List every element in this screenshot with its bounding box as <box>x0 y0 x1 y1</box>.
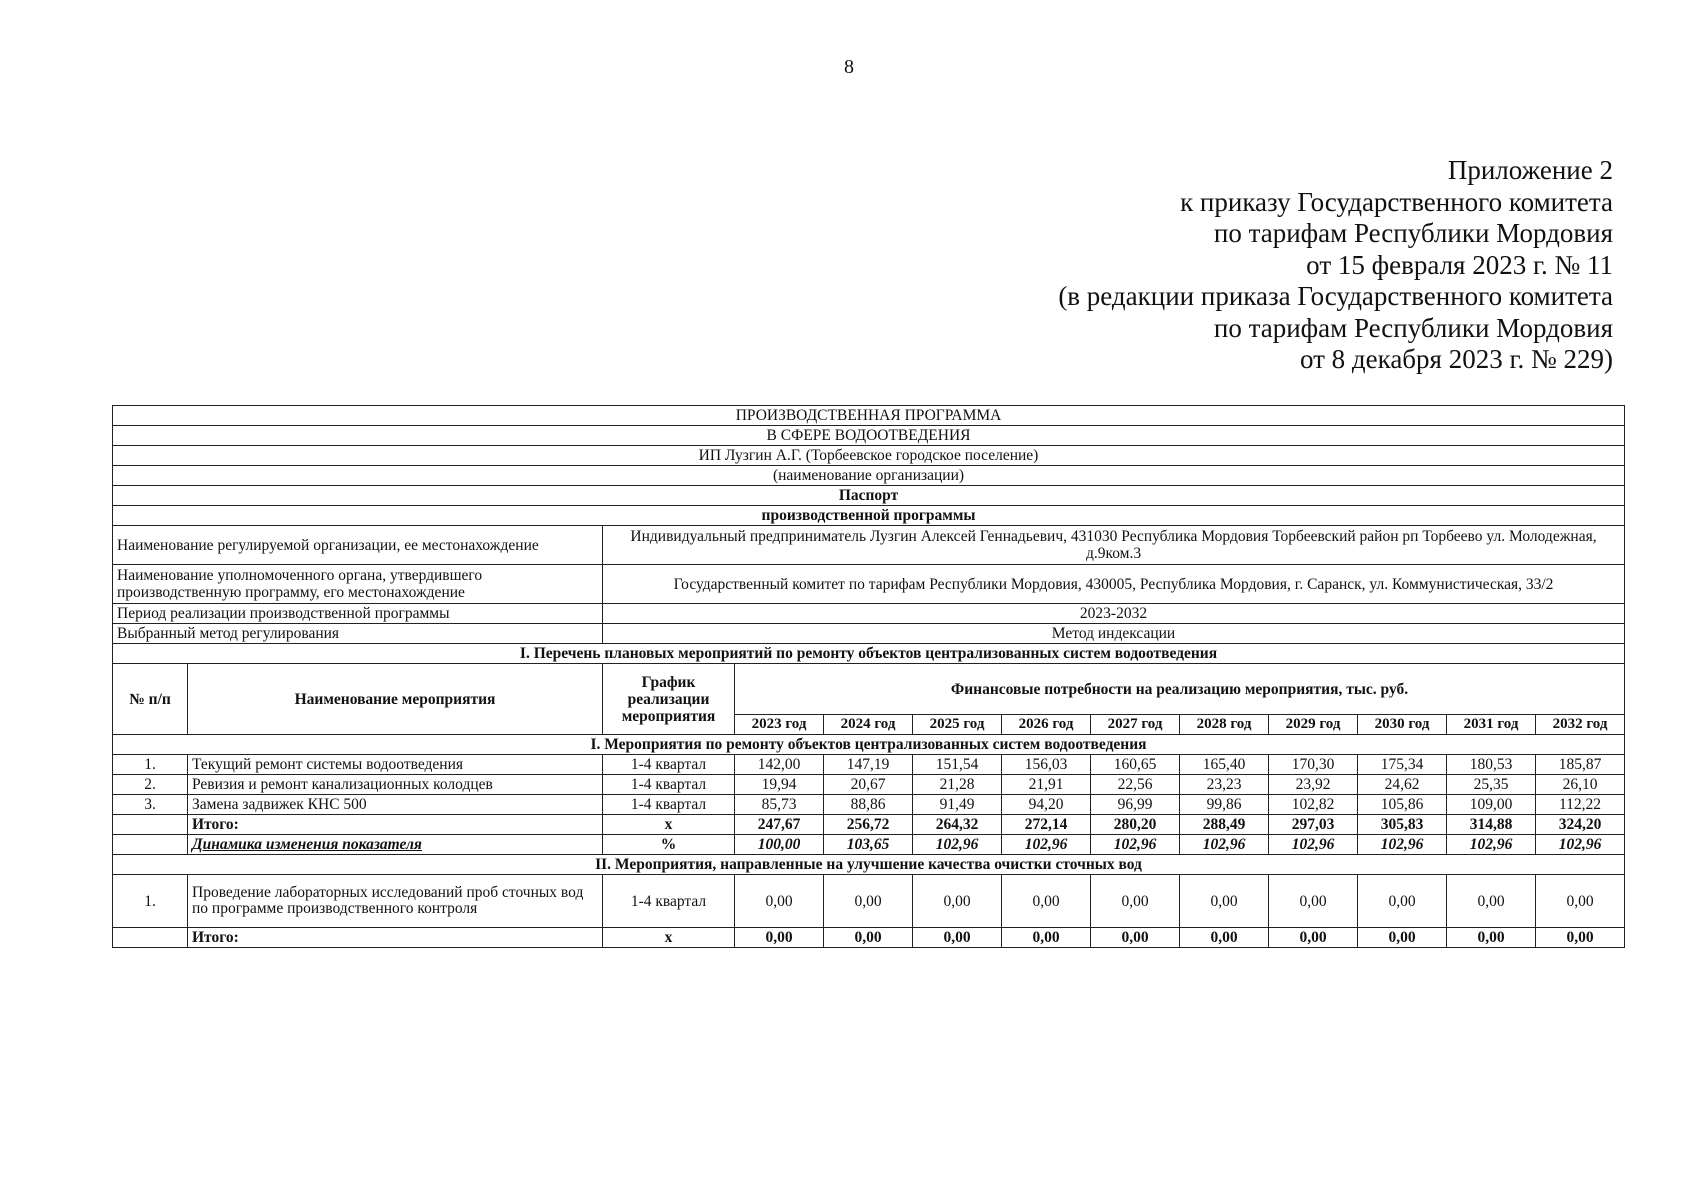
total-value: 314,88 <box>1447 815 1536 835</box>
column-header-row <box>113 664 1625 715</box>
year-value: 0,00 <box>1180 875 1269 928</box>
passport-field-value: Государственный комитет по тарифам Республики Мордовия, 430005, Республика Мордовия, г. Саранск, ул. Коммунистическая, 33/2 <box>603 565 1625 604</box>
total-value: 0,00 <box>1269 928 1358 948</box>
year-value: 0,00 <box>1091 875 1180 928</box>
year-value: 151,54 <box>913 755 1002 775</box>
year-value: 185,87 <box>1536 755 1625 775</box>
activity-row <box>113 775 1625 795</box>
total-value: 100,00 <box>735 835 824 855</box>
activity-row <box>113 755 1625 775</box>
total-value: 247,67 <box>735 815 824 835</box>
total-value: 264,32 <box>913 815 1002 835</box>
page-number: 8 <box>844 56 854 78</box>
section-1-title: I. Перечень плановых мероприятий по ремонту объектов централизованных систем водоотведения <box>113 644 1625 664</box>
total-value: 324,20 <box>1536 815 1625 835</box>
activity-schedule: 1-4 квартал <box>603 875 735 928</box>
program-subtitle: В СФЕРЕ ВОДООТВЕДЕНИЯ <box>113 426 1625 446</box>
year-header: 2028 год <box>1180 715 1269 735</box>
activity-schedule: 1-4 квартал <box>603 755 735 775</box>
year-value: 102,82 <box>1269 795 1358 815</box>
year-value: 0,00 <box>913 875 1002 928</box>
passport-field-value: Метод индексации <box>603 624 1625 644</box>
group-title-row <box>113 855 1625 875</box>
passport-field-label: Наименование регулируемой организации, ее местонахождение <box>113 526 603 565</box>
year-value: 112,22 <box>1536 795 1625 815</box>
year-value: 26,10 <box>1536 775 1625 795</box>
year-value: 109,00 <box>1447 795 1536 815</box>
passport-subheading: производственной программы <box>113 506 1625 526</box>
row-number: 1. <box>113 755 188 775</box>
passport-field-label: Период реализации производственной программы <box>113 604 603 624</box>
activity-name: Замена задвижек КНС 500 <box>188 795 603 815</box>
activity-name: Проведение лабораторных исследований проб сточных вод по программе производственного контроля <box>188 875 603 928</box>
year-value: 94,20 <box>1002 795 1091 815</box>
year-value: 88,86 <box>824 795 913 815</box>
year-value: 20,67 <box>824 775 913 795</box>
year-value: 0,00 <box>824 875 913 928</box>
year-value: 0,00 <box>735 875 824 928</box>
organization-caption: (наименование организации) <box>113 466 1625 486</box>
year-value: 85,73 <box>735 795 824 815</box>
total-schedule: x <box>603 815 735 835</box>
year-value: 23,23 <box>1180 775 1269 795</box>
total-value: 0,00 <box>1536 928 1625 948</box>
passport-row <box>113 486 1625 506</box>
total-value: 0,00 <box>1447 928 1536 948</box>
appendix-line: от 15 февраля 2023 г. № 11 <box>1306 249 1613 280</box>
year-value: 180,53 <box>1447 755 1536 775</box>
year-value: 25,35 <box>1447 775 1536 795</box>
year-value: 105,86 <box>1358 795 1447 815</box>
total-value: 0,00 <box>824 928 913 948</box>
year-value: 0,00 <box>1002 875 1091 928</box>
year-value: 21,91 <box>1002 775 1091 795</box>
total-value: 102,96 <box>1002 835 1091 855</box>
total-schedule: % <box>603 835 735 855</box>
passport-heading: Паспорт <box>113 486 1625 506</box>
year-value: 142,00 <box>735 755 824 775</box>
group-title-row <box>113 735 1625 755</box>
activity-row <box>113 875 1625 928</box>
year-value: 147,19 <box>824 755 913 775</box>
total-value: 102,96 <box>1358 835 1447 855</box>
total-value: 102,96 <box>1536 835 1625 855</box>
passport-sub-row <box>113 506 1625 526</box>
passport-field-label: Выбранный метод регулирования <box>113 624 603 644</box>
activity-row <box>113 795 1625 815</box>
year-value: 19,94 <box>735 775 824 795</box>
year-value: 156,03 <box>1002 755 1091 775</box>
row-number-empty <box>113 928 188 948</box>
year-value: 23,92 <box>1269 775 1358 795</box>
total-row <box>113 928 1625 948</box>
total-value: 102,96 <box>1091 835 1180 855</box>
appendix-block <box>1058 155 1613 376</box>
total-schedule: x <box>603 928 735 948</box>
row-number-empty <box>113 835 188 855</box>
passport-field-row <box>113 526 1625 565</box>
total-value: 102,96 <box>1447 835 1536 855</box>
total-value: 0,00 <box>1180 928 1269 948</box>
total-value: 0,00 <box>735 928 824 948</box>
total-value: 103,65 <box>824 835 913 855</box>
appendix-line: (в редакции приказа Государственного комитета <box>1058 281 1613 311</box>
year-header: 2031 год <box>1447 715 1536 735</box>
program-title: ПРОИЗВОДСТВЕННАЯ ПРОГРАММА <box>113 406 1625 426</box>
activity-schedule: 1-4 квартал <box>603 775 735 795</box>
appendix-line: к приказу Государственного комитета <box>1180 186 1613 217</box>
row-number: 3. <box>113 795 188 815</box>
year-value: 175,34 <box>1358 755 1447 775</box>
passport-field-row <box>113 604 1625 624</box>
year-header: 2026 год <box>1002 715 1091 735</box>
passport-field-label: Наименование уполномоченного органа, утвердившего производственную программу, его местонахождение <box>113 565 603 604</box>
row-number: 2. <box>113 775 188 795</box>
appendix-line: по тарифам Республики Мордовия <box>1213 218 1613 248</box>
title-row <box>113 406 1625 426</box>
year-header: 2025 год <box>913 715 1002 735</box>
year-value: 0,00 <box>1536 875 1625 928</box>
title-row <box>113 426 1625 446</box>
appendix-line: по тарифам Республики Мордовия <box>1213 312 1613 343</box>
passport-field-value: Индивидуальный предприниматель Лузгин Алексей Геннадьевич, 431030 Республика Мордовия Торбеевский район рп Торбеево ул. Молодежная, д.9ком.3 <box>603 526 1625 565</box>
row-number: 1. <box>113 875 188 928</box>
production-program-table <box>112 405 1625 948</box>
activity-name: Ревизия и ремонт канализационных колодцев <box>188 775 603 795</box>
year-header: 2032 год <box>1536 715 1625 735</box>
column-header-num: № п/п <box>113 664 188 735</box>
total-value: 102,96 <box>1180 835 1269 855</box>
total-value: 280,20 <box>1091 815 1180 835</box>
total-value: 297,03 <box>1269 815 1358 835</box>
year-header: 2027 год <box>1091 715 1180 735</box>
group-1-title: I. Мероприятия по ремонту объектов централизованных систем водоотведения <box>113 735 1625 755</box>
total-row <box>113 815 1625 835</box>
year-value: 170,30 <box>1269 755 1358 775</box>
column-header-schedule: График реализации мероприятия <box>603 664 735 735</box>
group-2-title: II. Мероприятия, направленные на улучшение качества очистки сточных вод <box>113 855 1625 875</box>
activity-schedule: 1-4 квартал <box>603 795 735 815</box>
year-value: 21,28 <box>913 775 1002 795</box>
total-value: 305,83 <box>1358 815 1447 835</box>
column-header-finance: Финансовые потребности на реализацию мероприятия, тыс. руб. <box>735 664 1625 715</box>
year-header: 2030 год <box>1358 715 1447 735</box>
total-label: Итого: <box>188 928 603 948</box>
appendix-line: Приложение 2 <box>1447 155 1613 185</box>
appendix-line: от 8 декабря 2023 г. № 229) <box>1299 344 1613 374</box>
activity-name: Текущий ремонт системы водоотведения <box>188 755 603 775</box>
organization-name: ИП Лузгин А.Г. (Торбеевское городское поселение) <box>113 446 1625 466</box>
passport-field-value: 2023-2032 <box>603 604 1625 624</box>
year-value: 165,40 <box>1180 755 1269 775</box>
year-header: 2029 год <box>1269 715 1358 735</box>
total-value: 272,14 <box>1002 815 1091 835</box>
org-row <box>113 446 1625 466</box>
year-value: 99,86 <box>1180 795 1269 815</box>
total-label: Динамика изменения показателя <box>188 835 603 855</box>
org-caption-row <box>113 466 1625 486</box>
row-number-empty <box>113 815 188 835</box>
passport-field-row <box>113 624 1625 644</box>
year-value: 0,00 <box>1447 875 1536 928</box>
total-value: 288,49 <box>1180 815 1269 835</box>
total-value: 0,00 <box>1002 928 1091 948</box>
total-value: 0,00 <box>913 928 1002 948</box>
year-header: 2023 год <box>735 715 824 735</box>
year-value: 24,62 <box>1358 775 1447 795</box>
year-header: 2024 год <box>824 715 913 735</box>
year-value: 0,00 <box>1358 875 1447 928</box>
column-header-name: Наименование мероприятия <box>188 664 603 735</box>
passport-field-row <box>113 565 1625 604</box>
year-value: 22,56 <box>1091 775 1180 795</box>
total-value: 102,96 <box>1269 835 1358 855</box>
year-value: 96,99 <box>1091 795 1180 815</box>
year-value: 160,65 <box>1091 755 1180 775</box>
year-value: 91,49 <box>913 795 1002 815</box>
total-label: Итого: <box>188 815 603 835</box>
section-title-row <box>113 644 1625 664</box>
total-value: 102,96 <box>913 835 1002 855</box>
year-value: 0,00 <box>1269 875 1358 928</box>
dynamics-row <box>113 835 1625 855</box>
total-value: 0,00 <box>1358 928 1447 948</box>
total-value: 256,72 <box>824 815 913 835</box>
total-value: 0,00 <box>1091 928 1180 948</box>
